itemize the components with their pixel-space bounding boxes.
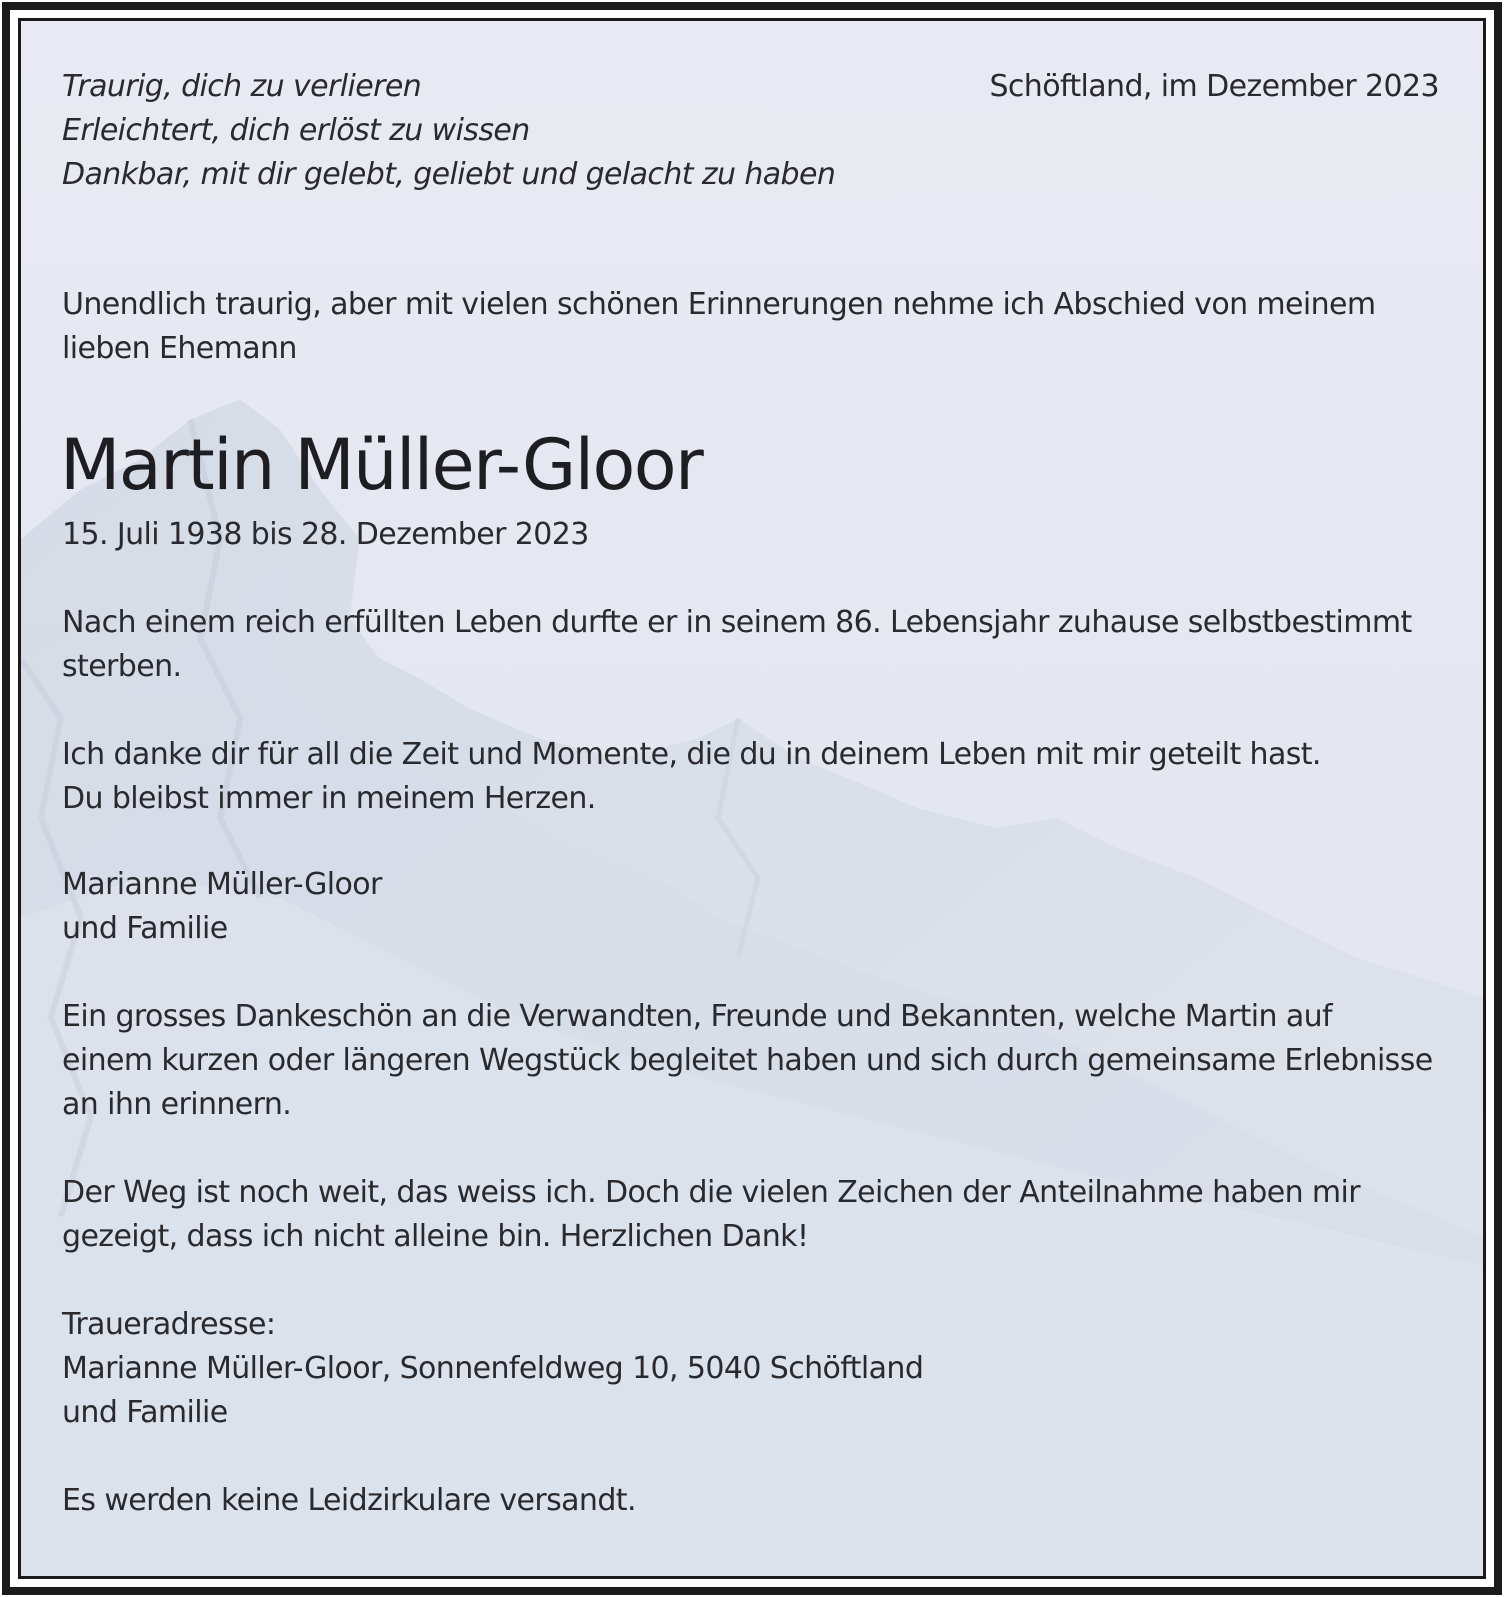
obituary-content bbox=[21, 21, 1483, 1576]
intro-line-2: lieben Ehemann bbox=[62, 331, 297, 366]
deceased-name: Martin Müller-Gloor bbox=[60, 424, 703, 506]
motto-line-2: Erleichtert, dich erlöst zu wissen bbox=[62, 113, 530, 148]
footer-note: Es werden keine Leidzirkulare versandt. bbox=[62, 1483, 636, 1518]
intro-line-1: Unendlich traurig, aber mit vielen schönen Erinnerungen nehme ich Abschied von meinem bbox=[62, 287, 1376, 322]
address-family: und Familie bbox=[62, 1395, 228, 1430]
death-paragraph-line-1: Nach einem reich erfüllten Leben durfte er in seinem 86. Lebensjahr zuhause selbstbestimmt bbox=[62, 605, 1412, 640]
road-paragraph-line-2: gezeigt, dass ich nicht alleine bin. Herzlichen Dank! bbox=[62, 1219, 809, 1254]
gratitude-paragraph-line-1: Ein grosses Dankeschön an die Verwandten, Freunde und Bekannten, welche Martin auf bbox=[62, 999, 1332, 1034]
mourner-family: und Familie bbox=[62, 911, 228, 946]
life-dates: 15. Juli 1938 bis 28. Dezember 2023 bbox=[62, 517, 589, 552]
address-label: Traueradresse: bbox=[62, 1307, 276, 1342]
gratitude-paragraph-line-2: einem kurzen oder längeren Wegstück begleitet haben und sich durch gemeinsame Erlebnisse bbox=[62, 1043, 1433, 1078]
death-paragraph-line-2: sterben. bbox=[62, 649, 182, 684]
mourner-name: Marianne Müller-Gloor bbox=[62, 867, 382, 902]
place-and-date: Schöftland, im Dezember 2023 bbox=[989, 69, 1439, 104]
thanks-paragraph-line-1: Ich danke dir für all die Zeit und Momente, die du in deinem Leben mit mir geteilt hast. bbox=[62, 737, 1321, 772]
gratitude-paragraph-line-3: an ihn erinnern. bbox=[62, 1087, 292, 1122]
motto-line-1: Traurig, dich zu verlieren bbox=[62, 69, 422, 104]
motto-line-3: Dankbar, mit dir gelebt, geliebt und gelacht zu haben bbox=[62, 157, 836, 192]
road-paragraph-line-1: Der Weg ist noch weit, das weiss ich. Doch die vielen Zeichen der Anteilnahme haben mir bbox=[62, 1175, 1361, 1210]
thanks-paragraph-line-2: Du bleibst immer in meinem Herzen. bbox=[62, 781, 596, 816]
address-line: Marianne Müller-Gloor, Sonnenfeldweg 10, 5040 Schöftland bbox=[62, 1351, 924, 1386]
obituary-card bbox=[18, 18, 1486, 1579]
